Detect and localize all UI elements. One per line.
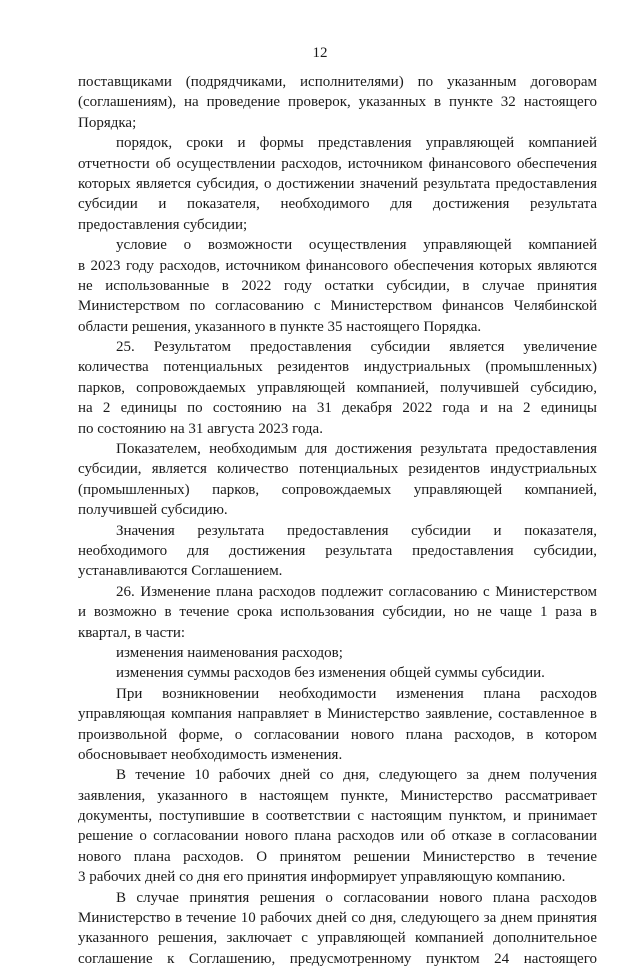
document-body [78, 72, 597, 969]
paragraph [78, 72, 597, 133]
text-line: произвольной форме, о согласовании нового плана расходов, в котором [78, 726, 597, 743]
text-line: Министерство в течение 10 рабочих дней со дня, следующего за днем принятия [78, 910, 597, 927]
text-line: которых является субсидия, о достижении значений результата предоставления [78, 175, 597, 192]
paragraph [78, 133, 597, 235]
text-line: отчетности об осуществлении расходов, источником финансового обеспечения [78, 155, 597, 172]
text-line: устанавливаются Соглашением. [78, 563, 283, 580]
text-line: количества потенциальных резидентов индустриальных (промышленных) [78, 359, 597, 376]
text-line: Показателем, необходимым для достижения результата предоставления [116, 441, 597, 458]
paragraph [78, 663, 597, 683]
text-line: по состоянию на 31 августа 2023 года. [78, 420, 323, 437]
text-line: Порядка; [78, 114, 137, 131]
paragraph [78, 521, 597, 582]
text-line: получившей субсидию. [78, 502, 228, 519]
text-line: документы, поступившие в соответствии с настоящим пунктом, и принимает [78, 808, 597, 825]
text-line: изменения наименования расходов; [116, 644, 343, 661]
text-line: необходимого для достижения результата предоставления субсидии, [78, 542, 597, 559]
text-line: субсидии, является количество потенциальных резидентов индустриальных [78, 461, 597, 478]
paragraph [78, 235, 597, 337]
text-line: соглашение к Соглашению, предусмотренному пунктом 24 настоящего [78, 950, 597, 967]
text-line: управляющая компания направляет в Министерство заявление, составленное в [78, 706, 597, 723]
text-line: в 2023 году расходов, источником финансового обеспечения которых являются [78, 257, 597, 274]
text-line: парков, сопровождаемых управляющей компанией, получившей субсидию, [78, 379, 597, 396]
paragraph [78, 582, 597, 643]
text-line: изменения суммы расходов без изменения общей суммы субсидии. [116, 665, 545, 682]
paragraph [78, 765, 597, 887]
paragraph [78, 337, 597, 439]
text-line: При возникновении необходимости изменения плана расходов [116, 685, 597, 702]
text-line: Значения результата предоставления субсидии и показателя, [116, 522, 597, 539]
text-line: указанного решения, заключает с управляющей компанией дополнительное [78, 930, 597, 947]
text-line: предоставления субсидии; [78, 216, 248, 233]
text-line: и возможно в течение срока использования субсидии, но не чаще 1 раза в [78, 604, 597, 621]
text-line: квартал, в части: [78, 624, 186, 641]
paragraph [78, 643, 597, 663]
text-line: 26. Изменение плана расходов подлежит согласованию с Министерством [116, 583, 597, 600]
text-line: (промышленных) парков, сопровождаемых управляющей компанией, [78, 481, 597, 498]
text-line: 3 рабочих дней со дня его принятия информирует управляющую компанию. [78, 869, 566, 886]
text-line: нового плана расходов. О принятом решении Министерство в течение [78, 848, 597, 865]
text-line: поставщиками (подрядчиками, исполнителями) по указанным договорам [78, 74, 597, 90]
page-number: 12 [312, 45, 328, 61]
text-line: В течение 10 рабочих дней со дня, следующего за днем получения [116, 767, 597, 784]
text-line: (соглашениям), на проведение проверок, указанных в пункте 32 настоящего [78, 94, 597, 111]
text-line: области решения, указанного в пункте 35 настоящего Порядка. [78, 318, 482, 335]
text-line: обосновывает необходимость изменения. [78, 746, 343, 763]
text-line: условие о возможности осуществления управляющей компанией [116, 237, 597, 254]
text-line: на 2 единицы по состоянию на 31 декабря 2022 года и на 2 единицы [78, 400, 597, 417]
text-line: не использованные в 2022 году остатки субсидии, в случае принятия [78, 277, 597, 294]
paragraph [78, 439, 597, 521]
paragraph [78, 684, 597, 766]
text-line: решение о согласовании нового плана расходов или об отказе в согласовании [78, 828, 597, 845]
text-line: В случае принятия решения о согласовании нового плана расходов [116, 889, 597, 906]
paragraph [78, 888, 597, 969]
text-line: субсидии и показателя, необходимого для достижения результата [78, 196, 597, 213]
text-line: Министерством по согласованию с Министерством финансов Челябинской [78, 298, 597, 315]
text-line: 25. Результатом предоставления субсидии является увеличение [116, 339, 597, 356]
text-line: порядок, сроки и формы представления управляющей компанией [116, 135, 597, 152]
text-line: заявления, указанного в настоящем пункте, Министерство рассматривает [78, 787, 597, 804]
